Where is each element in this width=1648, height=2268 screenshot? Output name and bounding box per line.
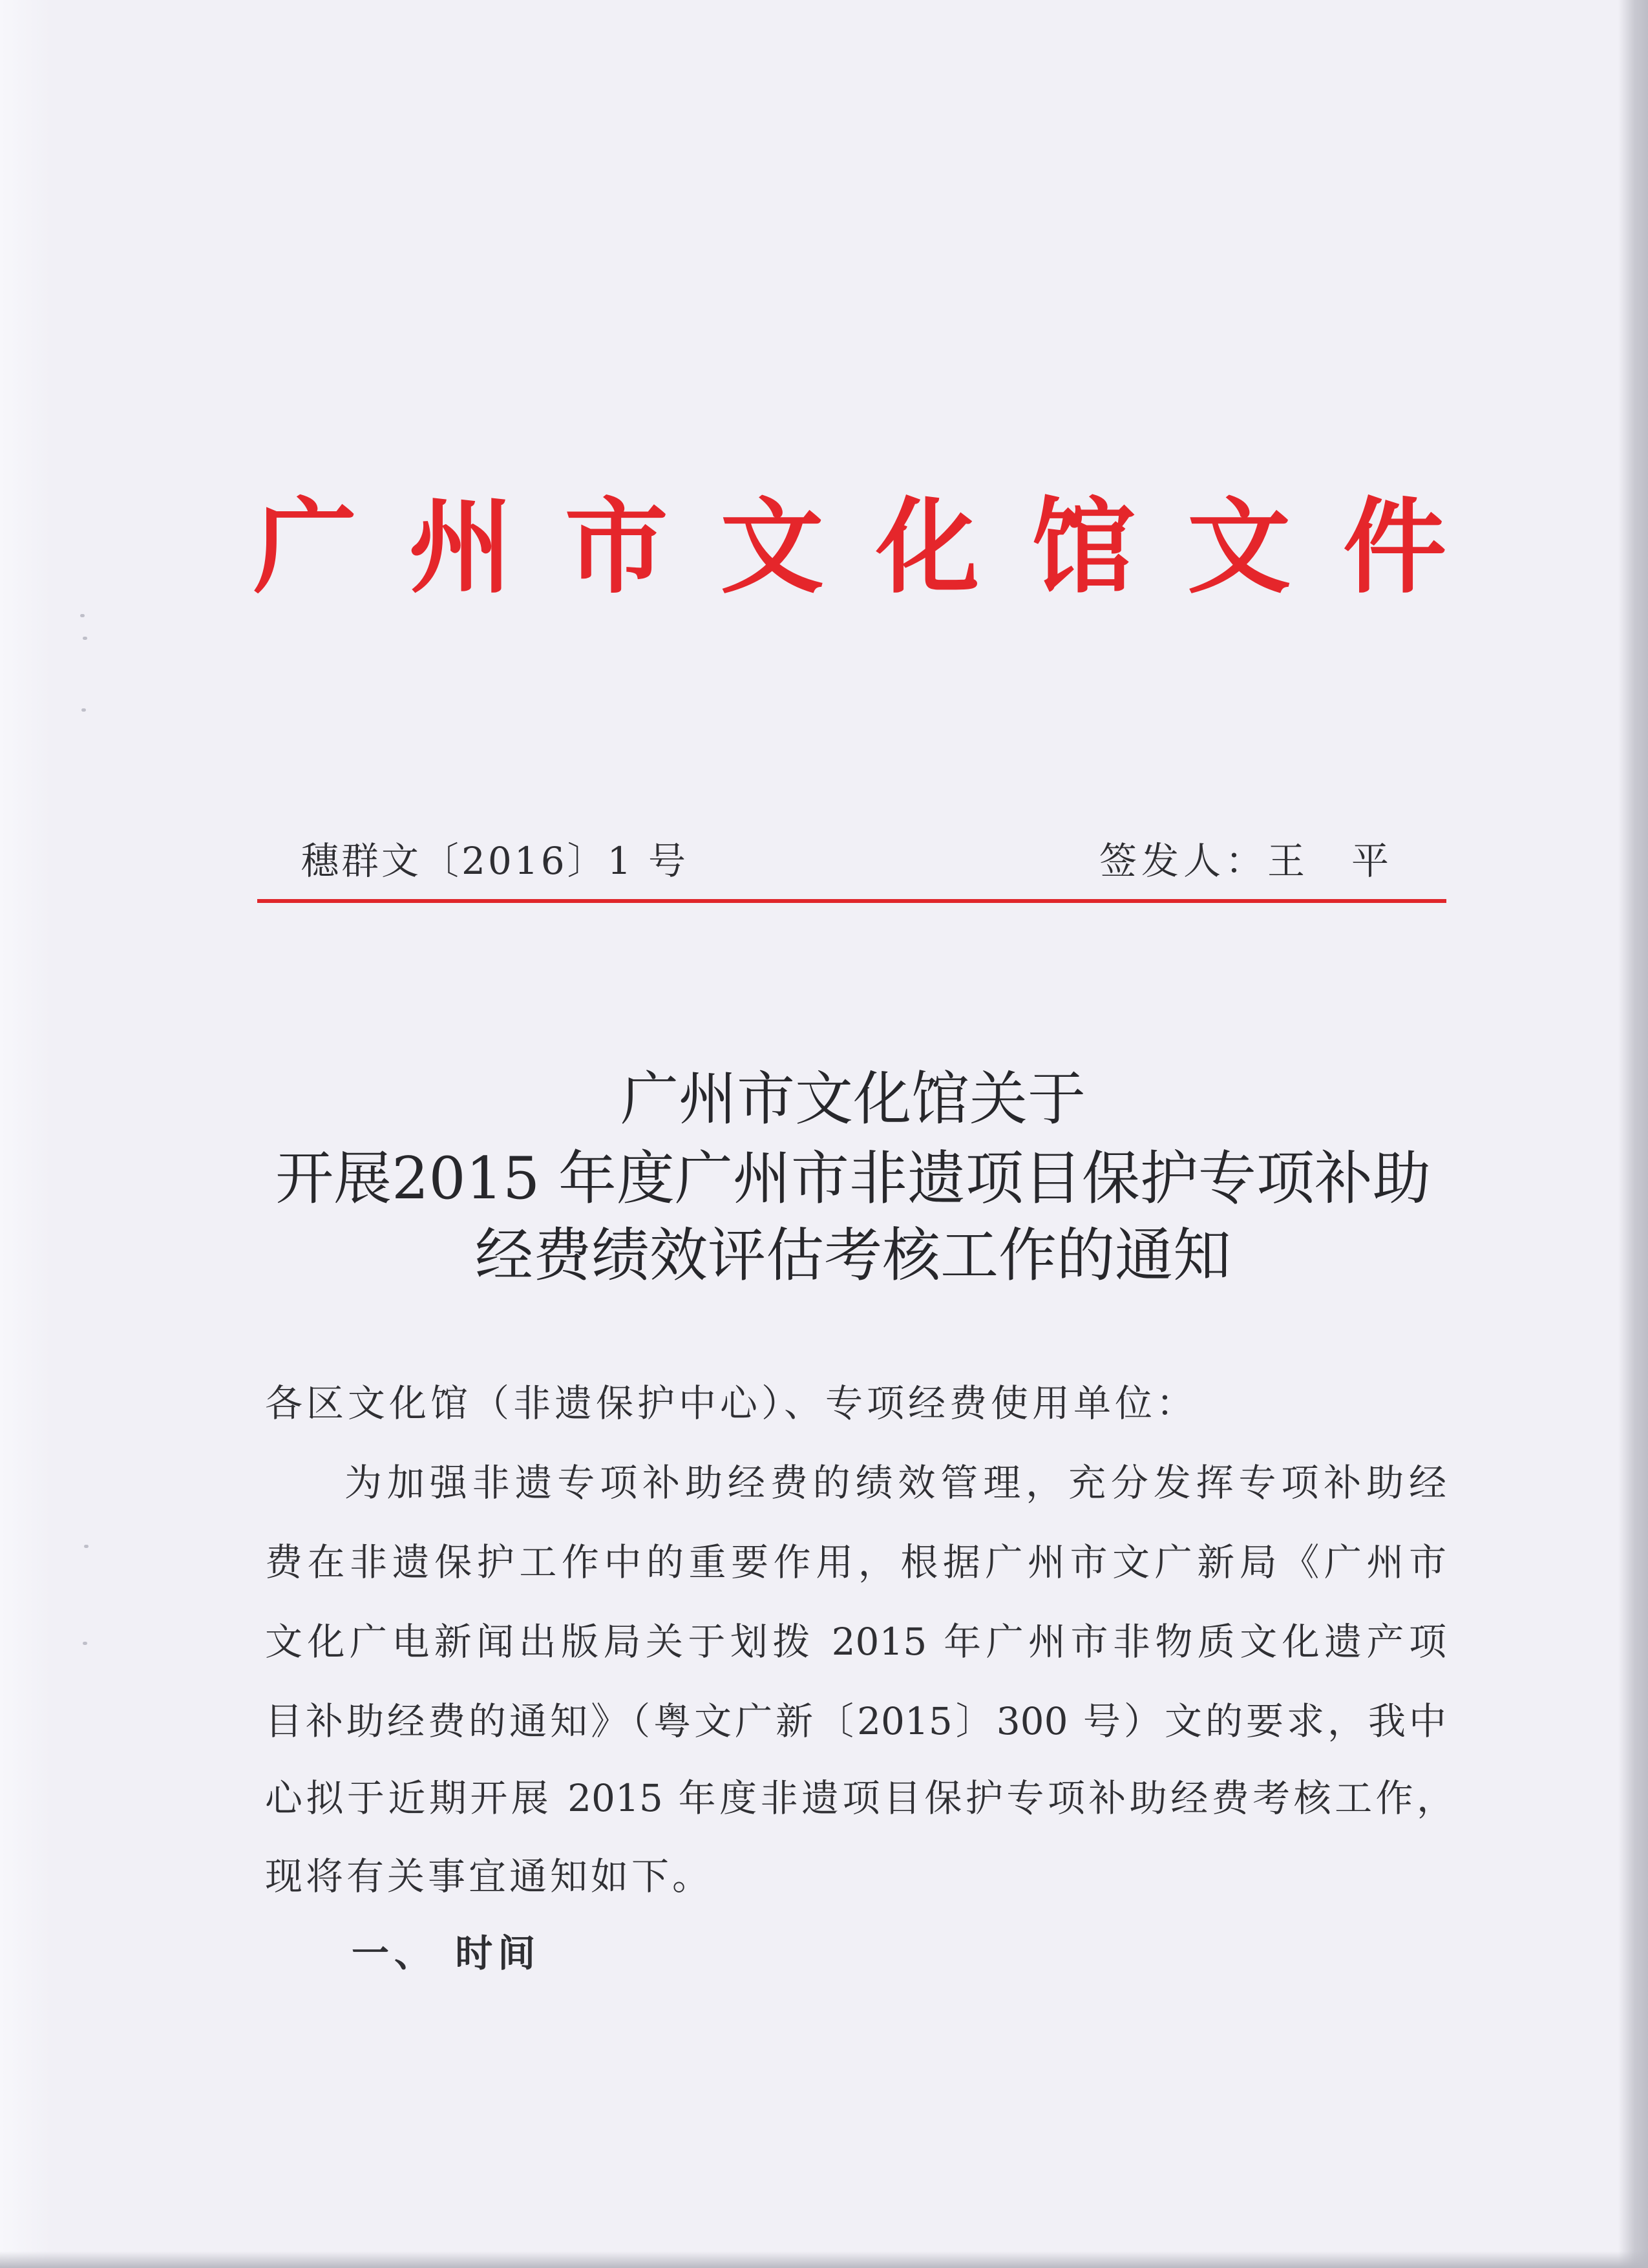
section-heading-time: 一、 时间 [352,1931,541,1975]
punch-hole-mark [83,1642,87,1645]
document-number: 穗群文〔2016〕1 号 [301,839,688,883]
notice-title-line-3: 经费绩效评估考核工作的通知 [475,1222,1231,1289]
paragraph-line: 费在非遗保护工作中的重要作用，根据广州市文广新局《广州市 [265,1540,1446,1584]
punch-hole-mark [83,637,87,640]
paragraph-line: 心拟于近期开展 2015 年度非遗项目保护专项补助经费考核工作， [265,1776,1454,1820]
paragraph-line: 目补助经费的通知》（粤文广新〔2015〕300 号）文的要求，我中 [265,1699,1446,1743]
red-separator-line [257,899,1446,903]
paragraph-line: 为加强非遗专项补助经费的绩效管理，充分发挥专项补助经 [344,1461,1446,1505]
scan-edge-left [0,0,52,2268]
paragraph-line: 现将有关事宜通知如下。 [265,1854,713,1898]
notice-title-line-2: 开展2015 年度广州市非遗项目保护专项补助 [275,1145,1431,1213]
punch-hole-mark [84,1545,89,1548]
scan-edge-right [1618,0,1648,2268]
document-header-title: 广州市文化馆文件 [253,486,1446,608]
notice-title-line-1: 广州市文化馆关于 [620,1065,1086,1133]
salutation: 各区文化馆（非遗保护中心）、专项经费使用单位： [265,1381,1198,1425]
signer-label: 签发人：王 平 [1099,839,1389,883]
punch-hole-mark [81,708,86,712]
punch-hole-mark [80,614,85,617]
scan-edge-bottom [0,2251,1648,2268]
paragraph-line: 文化广电新闻出版局关于划拨 2015 年广州市非物质文化遗产项 [265,1620,1446,1664]
